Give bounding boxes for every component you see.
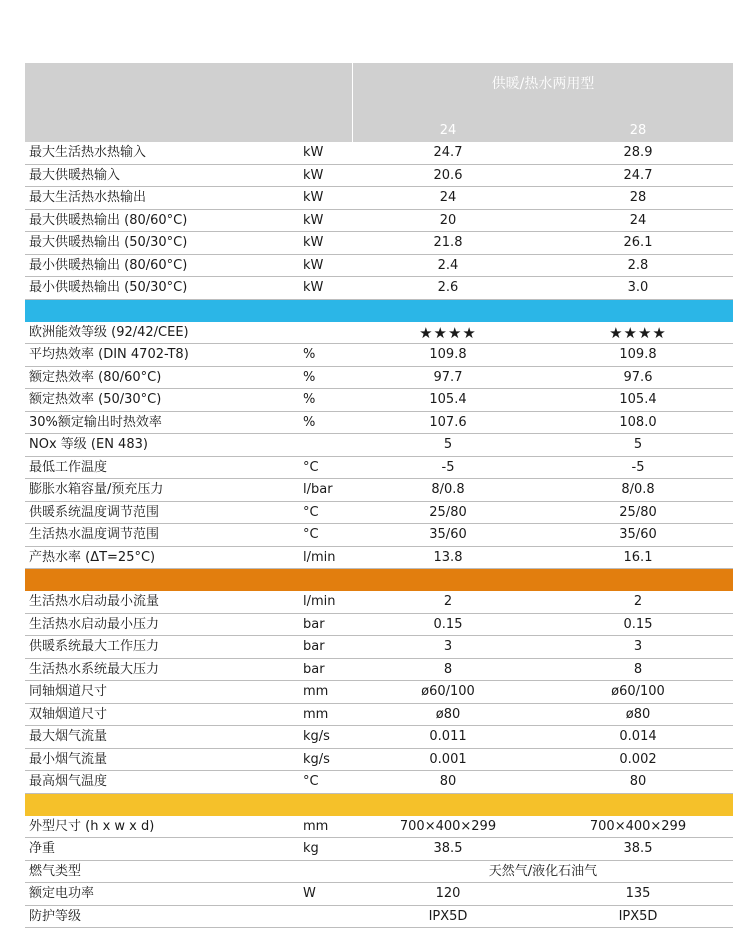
row-value-model-24: 21.8 (433, 235, 463, 250)
row-value-model-24: 8 (443, 661, 453, 677)
row-value-model-28: 28.9 (623, 145, 653, 160)
row-label: 最大供暖热输出 (80/60°C) (29, 212, 188, 228)
row-label: 额定电功率 (29, 886, 95, 901)
row-value-model-28: 28 (629, 190, 647, 205)
row-label: 净重 (29, 841, 56, 856)
table-row (25, 659, 733, 682)
row-value-model-28: 24.7 (623, 167, 653, 183)
row-label: 供暖系统温度调节范围 (29, 504, 160, 520)
table-row (25, 591, 733, 614)
section-band (25, 569, 733, 591)
row-unit: °C (303, 527, 319, 542)
row-label: 外型尺寸 (h x w x d) (29, 818, 155, 834)
row-label: 同轴烟道尺寸 (29, 684, 108, 699)
row-label: 燃气类型 (29, 863, 82, 879)
table-row (25, 816, 733, 839)
row-value-model-24: 24.7 (433, 145, 463, 160)
row-label: 额定热效率 (80/60°C) (29, 369, 162, 385)
row-value-model-28: ★★★★ (609, 323, 667, 342)
row-value-model-28: 35/60 (619, 527, 657, 542)
row-value-model-24: 109.8 (429, 347, 467, 362)
row-unit: °C (303, 504, 319, 520)
row-unit: kg/s (303, 751, 330, 767)
row-value-model-24: ø80 (435, 706, 461, 722)
row-value-model-28: 80 (629, 774, 647, 789)
row-label: 供暖系统最大工作压力 (29, 639, 160, 654)
row-value-model-24: 700×400×299 (399, 818, 497, 834)
table-row (25, 187, 733, 210)
row-label: 生活热水启动最小压力 (29, 616, 160, 632)
row-value-model-24: 3 (443, 639, 453, 654)
row-value-model-24: ø60/100 (421, 684, 475, 699)
row-value-model-24: 0.15 (433, 616, 463, 632)
row-value-model-28: IPX5D (618, 908, 658, 924)
row-label: 生活热水启动最小流量 (29, 594, 160, 609)
row-label: 防护等级 (29, 908, 82, 924)
table-row (25, 681, 733, 704)
row-value-model-24: 5 (443, 437, 453, 452)
row-value-model-24: -5 (441, 459, 455, 475)
table-row (25, 457, 733, 480)
row-value-model-24: 2.4 (437, 257, 459, 273)
row-unit: kW (303, 212, 324, 228)
row-value-model-24: 38.5 (433, 841, 463, 856)
row-unit: kW (303, 280, 324, 295)
row-value-model-24: 24 (439, 190, 457, 205)
row-label: 30%额定输出时热效率 (29, 414, 162, 430)
row-value-model-28: 8 (633, 661, 643, 677)
row-value-model-24: ★★★★ (419, 323, 477, 342)
section-band (25, 300, 733, 322)
table-row (25, 906, 733, 929)
section-band (25, 794, 733, 816)
row-label: 额定热效率 (50/30°C) (29, 392, 162, 407)
row-unit: mm (303, 818, 329, 834)
row-unit: % (303, 347, 316, 362)
row-unit: kW (303, 235, 324, 250)
table-row (25, 861, 733, 884)
row-value-model-24: 8/0.8 (431, 482, 465, 497)
row-unit: bar (303, 616, 325, 632)
row-label: 最大供暖热输入 (29, 167, 121, 183)
model-24-label: 24 (439, 123, 457, 138)
row-unit: kg/s (303, 729, 330, 744)
row-unit: kW (303, 145, 324, 160)
row-value-model-24: 2 (443, 594, 453, 609)
table-row (25, 277, 733, 300)
table-row (25, 344, 733, 367)
row-unit: °C (303, 459, 319, 475)
header-group-label: 供暖/热水两用型 (491, 76, 595, 92)
table-row (25, 142, 733, 165)
row-value-model-28: 2 (633, 594, 643, 609)
row-value-model-28: 0.15 (623, 616, 653, 632)
row-value-model-24: 13.8 (433, 549, 463, 565)
row-value-model-24: 20 (439, 212, 457, 228)
table-row (25, 547, 733, 570)
row-unit: mm (303, 706, 329, 722)
row-label: 最大烟气流量 (29, 729, 108, 744)
table-row (25, 322, 733, 345)
row-value-model-24: 35/60 (429, 527, 467, 542)
row-value-model-28: 105.4 (619, 392, 657, 407)
row-value-model-24: 97.7 (433, 369, 463, 385)
row-unit: mm (303, 684, 329, 699)
row-value-model-28: 16.1 (623, 549, 653, 565)
row-unit (303, 322, 353, 344)
row-unit: kW (303, 190, 324, 205)
row-label: 最小烟气流量 (29, 751, 108, 767)
row-label: 生活热水系统最大压力 (29, 661, 160, 677)
row-value-model-24: 80 (439, 774, 457, 789)
table-row (25, 704, 733, 727)
row-value-model-24: IPX5D (428, 908, 468, 924)
row-unit: bar (303, 639, 325, 654)
row-label: 膨胀水箱容量/预充压力 (29, 482, 164, 497)
row-value-model-24: 107.6 (429, 414, 467, 430)
row-label: 平均热效率 (DIN 4702-T8) (29, 347, 189, 362)
row-label: NOx 等级 (EN 483) (29, 437, 148, 452)
row-value-model-28: 3.0 (627, 280, 649, 295)
row-unit: °C (303, 774, 319, 789)
row-unit (303, 434, 353, 456)
table-row (25, 210, 733, 233)
row-label: 最大生活热水热输入 (29, 145, 147, 160)
row-value-model-28: 108.0 (619, 414, 657, 430)
row-label: 最大供暖热输出 (50/30°C) (29, 235, 188, 250)
table-row (25, 883, 733, 906)
table-row (25, 232, 733, 255)
row-unit (303, 906, 353, 928)
row-value-model-28: 97.6 (623, 369, 653, 385)
row-value-model-28: 24 (629, 212, 647, 228)
table-row (25, 367, 733, 390)
table-row (25, 255, 733, 278)
row-value-model-28: ø80 (625, 706, 651, 722)
table-row (25, 434, 733, 457)
row-unit: % (303, 392, 316, 407)
row-unit: kW (303, 257, 324, 273)
row-value-model-24: 120 (435, 886, 461, 901)
table-row (25, 479, 733, 502)
spec-table (25, 63, 733, 928)
row-unit: % (303, 414, 316, 430)
table-row (25, 749, 733, 772)
table-row (25, 726, 733, 749)
row-label: 最大生活热水热输出 (29, 190, 147, 205)
row-value-model-24: 105.4 (429, 392, 467, 407)
model-28-label: 28 (629, 123, 647, 138)
row-unit: % (303, 369, 316, 385)
row-value-model-28: -5 (631, 459, 645, 475)
row-label: 产热水率 (ΔT=25°C) (29, 549, 156, 565)
row-value-model-28: ø60/100 (611, 684, 665, 699)
row-value-model-24: 2.6 (437, 280, 459, 295)
row-unit: W (303, 886, 316, 901)
table-row (25, 412, 733, 435)
row-value-model-28: 38.5 (623, 841, 653, 856)
row-value-model-24: 25/80 (429, 504, 467, 520)
row-value-model-28: 8/0.8 (621, 482, 655, 497)
row-value-model-28: 3 (633, 639, 643, 654)
table-row (25, 838, 733, 861)
row-value-model-24: 0.001 (429, 751, 467, 767)
row-value-model-28: 0.002 (619, 751, 657, 767)
row-value-model-28: 5 (633, 437, 643, 452)
row-label: 最高烟气温度 (29, 774, 108, 789)
row-label: 欧洲能效等级 (92/42/CEE) (29, 324, 189, 340)
row-unit: l/min (303, 549, 336, 565)
table-row (25, 771, 733, 794)
row-label: 最小供暖热输出 (50/30°C) (29, 280, 188, 295)
table-body (25, 142, 733, 928)
row-value-model-28: 109.8 (619, 347, 657, 362)
row-unit: kW (303, 167, 324, 183)
table-row (25, 636, 733, 659)
row-label: 双轴烟道尺寸 (29, 706, 108, 722)
row-value-model-28: 0.014 (619, 729, 657, 744)
row-unit (303, 861, 353, 883)
table-row (25, 502, 733, 525)
row-value-model-28: 25/80 (619, 504, 657, 520)
table-row (25, 614, 733, 637)
table-row (25, 524, 733, 547)
row-label: 最低工作温度 (29, 459, 108, 475)
table-row (25, 165, 733, 188)
row-unit: l/min (303, 594, 336, 609)
table-row (25, 389, 733, 412)
row-value-model-28: 135 (625, 886, 651, 901)
row-value-model-24: 20.6 (433, 167, 463, 183)
row-value-model-28: 2.8 (627, 257, 649, 273)
row-unit: kg (303, 841, 319, 856)
row-value-model-28: 700×400×299 (589, 818, 687, 834)
row-value-model-28: 26.1 (623, 235, 653, 250)
row-label: 生活热水温度调节范围 (29, 527, 160, 542)
row-label: 最小供暖热输出 (80/60°C) (29, 257, 188, 273)
row-value-model-24: 0.011 (429, 729, 467, 744)
row-value-shared: 天然气/液化石油气 (488, 863, 598, 879)
row-unit: bar (303, 661, 325, 677)
table-header (25, 63, 733, 142)
row-unit: l/bar (303, 482, 333, 497)
